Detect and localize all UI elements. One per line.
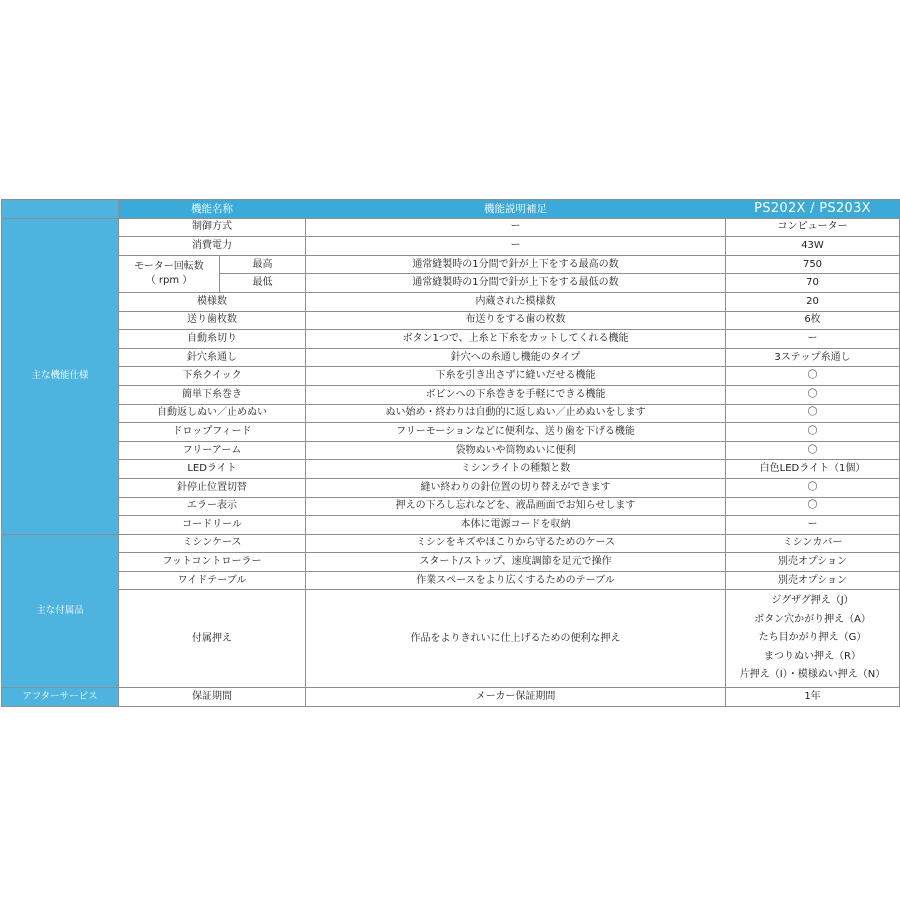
- table-row: [2, 571, 900, 590]
- row-name: フットコントローラー: [119, 553, 306, 572]
- row-value: ミシンカバー: [726, 534, 900, 553]
- row-value: 〇: [726, 423, 900, 442]
- row-name: エラー表示: [119, 497, 306, 516]
- table-row: [2, 218, 900, 237]
- motor-speed-name: [119, 255, 220, 292]
- table-row: [2, 404, 900, 423]
- row-name: 簡単下糸巻き: [119, 385, 306, 404]
- table-row: [2, 497, 900, 516]
- table-row: [2, 311, 900, 330]
- presser-feet-list: [726, 590, 900, 688]
- row-desc: 縫い終わりの針位置の切り替えができます: [306, 478, 726, 497]
- row-desc: 袋物ぬいや筒物ぬいに便利: [306, 441, 726, 460]
- list-item: 片押え（I）・模様ぬい押え（N）: [739, 669, 886, 681]
- row-name: ドロップフィード: [119, 423, 306, 442]
- row-value: 43W: [726, 237, 900, 256]
- row-desc: 押えの下ろし忘れなどを、液晶画面でお知らせします: [306, 497, 726, 516]
- table-row: [2, 687, 900, 706]
- row-name: コードリール: [119, 516, 306, 535]
- row-name: フリーアーム: [119, 441, 306, 460]
- row-name: ワイドテーブル: [119, 571, 306, 590]
- header-feature-name: 機能名称: [119, 200, 306, 219]
- row-name: 消費電力: [119, 237, 306, 256]
- row-desc: スタート/ストップ、速度調節を足元で操作: [306, 553, 726, 572]
- row-desc: ー: [306, 218, 726, 237]
- row-value: 〇: [726, 478, 900, 497]
- table-row: [2, 478, 900, 497]
- list-item: ジグザグ押え（J）: [771, 595, 854, 607]
- row-name: 自動返しぬい／止めぬい: [119, 404, 306, 423]
- row-value: 750: [726, 255, 900, 274]
- row-desc: 下糸を引き出さずに縫いだせる機能: [306, 367, 726, 386]
- row-name: ミシンケース: [119, 534, 306, 553]
- row-value: 20: [726, 292, 900, 311]
- table-row: [2, 255, 900, 274]
- table-row: [2, 423, 900, 442]
- row-value: 白色LEDライト（1個）: [726, 460, 900, 479]
- spec-table: [1, 199, 900, 707]
- motor-speed-unit: （ rpm ）: [145, 274, 193, 286]
- row-name: 針穴糸通し: [119, 348, 306, 367]
- row-desc: 通常縫製時の1分間で針が上下をする最低の数: [306, 274, 726, 293]
- row-name: 付属押え: [119, 590, 306, 688]
- row-value: 〇: [726, 385, 900, 404]
- row-value: 〇: [726, 404, 900, 423]
- motor-speed-label: モーター回転数: [134, 261, 204, 273]
- category-after-service: アフターサービス: [2, 687, 119, 706]
- row-name: 模様数: [119, 292, 306, 311]
- row-desc: フリーモーションなどに便利な、送り歯を下げる機能: [306, 423, 726, 442]
- row-value: ー: [726, 516, 900, 535]
- row-desc: ぬい始め・終わりは自動的に返しぬい／止めぬいをします: [306, 404, 726, 423]
- row-desc: ボビンへの下糸巻きを手軽にできる機能: [306, 385, 726, 404]
- motor-min-label: 最低: [220, 274, 306, 293]
- header-description: 機能説明補足: [306, 200, 726, 219]
- header-row: [2, 200, 900, 219]
- row-name: 送り歯枚数: [119, 311, 306, 330]
- row-value: 別売オプション: [726, 571, 900, 590]
- row-desc: ー: [306, 237, 726, 256]
- table-row: [2, 237, 900, 256]
- row-value: 6枚: [726, 311, 900, 330]
- row-name: 下糸クイック: [119, 367, 306, 386]
- row-value: 70: [726, 274, 900, 293]
- row-value: コンピューター: [726, 218, 900, 237]
- table-row: [2, 516, 900, 535]
- row-value: 1年: [726, 687, 900, 706]
- header-corner-cell: [2, 200, 119, 219]
- row-desc: 内蔵された模様数: [306, 292, 726, 311]
- table-row: [2, 590, 900, 688]
- table-row: [2, 367, 900, 386]
- row-desc: 針穴への糸通し機能のタイプ: [306, 348, 726, 367]
- table-row: [2, 385, 900, 404]
- motor-max-label: 最高: [220, 255, 306, 274]
- row-desc: ミシンをキズやほこりから守るためのケース: [306, 534, 726, 553]
- table-row: [2, 553, 900, 572]
- row-name: 制御方式: [119, 218, 306, 237]
- table-row: [2, 460, 900, 479]
- row-desc: 本体に電源コードを収納: [306, 516, 726, 535]
- list-item: たち目かがり押え（G）: [758, 632, 867, 644]
- row-value: 〇: [726, 497, 900, 516]
- table-row: [2, 441, 900, 460]
- row-name: LEDライト: [119, 460, 306, 479]
- header-model: PS202X / PS203X: [726, 200, 900, 219]
- table-row: [2, 534, 900, 553]
- row-name: 保証期間: [119, 687, 306, 706]
- row-desc: 通常縫製時の1分間で針が上下をする最高の数: [306, 255, 726, 274]
- row-name: 針停止位置切替: [119, 478, 306, 497]
- list-item: ボタン穴かがり押え（A）: [754, 613, 871, 625]
- category-accessories: 主な付属品: [2, 534, 119, 687]
- row-desc: ボタン1つで、上糸と下糸をカットしてくれる機能: [306, 330, 726, 349]
- table-row: [2, 330, 900, 349]
- row-value: 〇: [726, 441, 900, 460]
- row-value: 3ステップ糸通し: [726, 348, 900, 367]
- row-desc: ミシンライトの種類と数: [306, 460, 726, 479]
- row-desc: メーカー保証期間: [306, 687, 726, 706]
- row-desc: 作業スペースをより広くするためのテーブル: [306, 571, 726, 590]
- row-value: 別売オプション: [726, 553, 900, 572]
- row-desc: 布送りをする歯の枚数: [306, 311, 726, 330]
- row-value: 〇: [726, 367, 900, 386]
- table-row: [2, 348, 900, 367]
- row-value: ー: [726, 330, 900, 349]
- table-row: [2, 292, 900, 311]
- category-main-specs: 主な機能仕様: [2, 218, 119, 534]
- list-item: まつりぬい押え（R）: [764, 650, 861, 662]
- row-name: 自動糸切り: [119, 330, 306, 349]
- row-desc: 作品をよりきれいに仕上げるための便利な押え: [306, 590, 726, 688]
